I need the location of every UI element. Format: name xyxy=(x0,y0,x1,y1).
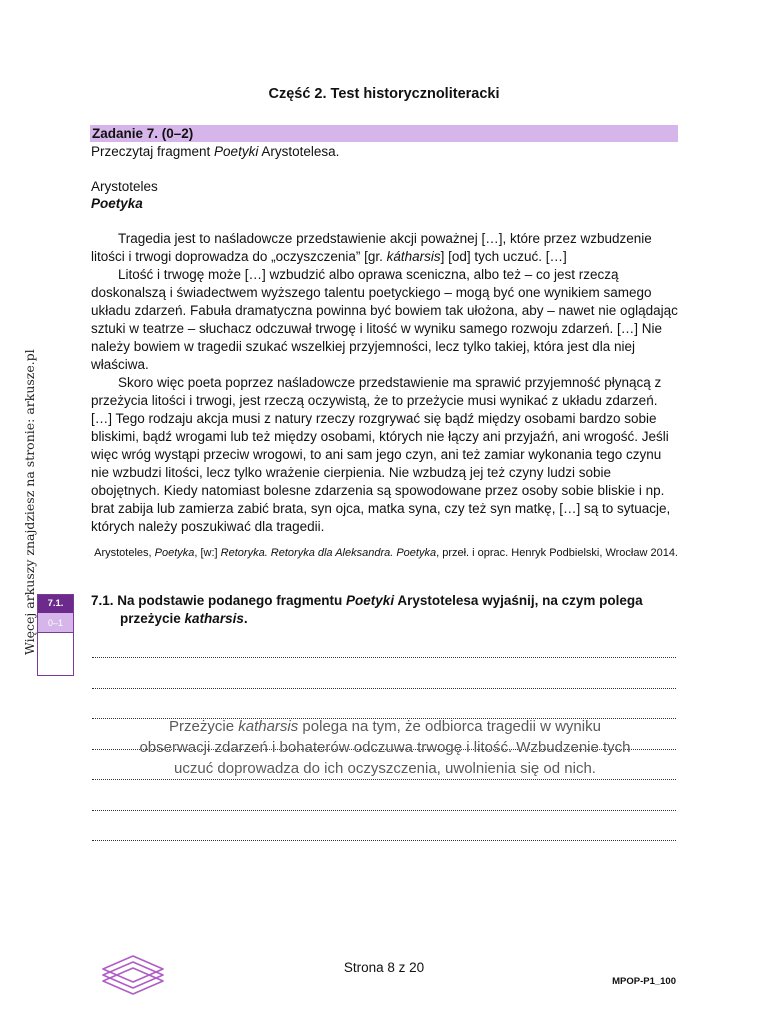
excerpt-paragraph: Tragedia jest to naśladowcze przedstawienie akcji poważnej […], które przez wzbudzenie litości i trwogi doprowadza do „oczyszczenia” [gr. kátharsis] [od] tych uczuć. […] xyxy=(91,231,652,264)
task-title: Zadanie 7. (0–2) xyxy=(90,125,678,142)
source-citation: Arystoteles, Poetyka, [w:] Retoryka. Retoryka dla Aleksandra. Poetyka, przeł. i oprac. Henryk Podbielski, Wrocław 2014. xyxy=(94,547,678,559)
excerpt-text xyxy=(91,230,678,536)
excerpt-author: Arystoteles xyxy=(91,179,158,194)
page-number: Strona 8 z 20 xyxy=(343,960,425,975)
task-instruction: Przeczytaj fragment Poetyki Arystotelesa. xyxy=(91,144,340,159)
question-line: przeżycie katharsis. xyxy=(120,611,248,626)
handwritten-answer xyxy=(60,716,710,779)
answer-line[interactable] xyxy=(92,688,676,689)
question-text xyxy=(91,592,681,628)
score-box xyxy=(37,594,74,676)
answer-text-line: uczuć doprowadza do ich oczyszczenia, uwolnienia się od nich. xyxy=(174,760,596,777)
score-task-number: 7.1. xyxy=(38,595,73,613)
answer-line[interactable] xyxy=(92,657,676,658)
excerpt-title: Poetyka xyxy=(91,196,143,211)
exam-code: MPOP-P1_100 xyxy=(612,976,676,987)
page-title: Część 2. Test historycznoliteracki xyxy=(268,86,500,102)
question-line: 7.1. Na podstawie podanego fragmentu Poetyki Arystotelesa wyjaśnij, na czym polega xyxy=(91,593,643,608)
answer-text-line: obserwacji zdarzeń i bohaterów odczuwa trwogę i litość. Wzbudzenie tych xyxy=(139,739,631,756)
answer-line[interactable] xyxy=(92,779,676,780)
excerpt-paragraph: Litość i trwogę może […] wzbudzić albo oprawa sceniczna, albo też – co jest rzeczą doskonalszą i świadectwem wyższego talentu poetyckiego – mogą być one wynikiem samego układu zdarzeń. Fabuła dramatyczna powinna być bowiem tak ułożona, aby – nawet nie oglądając sztuki w teatrze – słuchacz odczuwał trwogę i litość w wyniku samego rozwoju zdarzeń. […] Nie należy bowiem w tragedii szukać wszelkiej przyjemności, lecz tylko takiej, która jest dla niej właściwa. xyxy=(91,267,678,372)
side-watermark-text: Więcej arkuszy znajdziesz na stronie: arkusze.pl xyxy=(22,349,37,655)
excerpt-paragraph: Skoro więc poeta poprzez naśladowcze przedstawienie ma sprawić przyjemność płynącą z przeżycia litości i trwogi, jest rzeczą oczywistą, że to przeżycie musi wynikać z układu zdarzeń. […] Tego rodzaju akcja musi z natury rzeczy rozgrywać się bądź między osobami bardzo sobie bliskimi, bądź wrogami lub też między osobami, których nie łączy ani przyjaźń, ani wrogość. Jeśli więc wróg wystąpi przeciw wrogowi, to ani sam jego czyn, ani też zamiar wykonania tego czynu nie wzbudzi litości, lecz tylko wrażenie cierpienia. Nie wzbudzą jej też czyny ludzi sobie obojętnych. Kiedy natomiast bolesne zdarzenia są spowodowane przez osoby sobie bliskie i np. brat zabija lub zamierza zabić brata, syn ojca, matka syna, czy też syn matkę, […] są to sytuacje, których należy poszukiwać dla tragedii. xyxy=(91,375,671,534)
answer-line[interactable] xyxy=(92,810,676,811)
answer-line[interactable] xyxy=(92,840,676,841)
score-range: 0–1 xyxy=(38,613,73,633)
answer-text-line: Przeżycie katharsis polega na tym, że odbiorca tragedii w wyniku xyxy=(169,718,601,735)
